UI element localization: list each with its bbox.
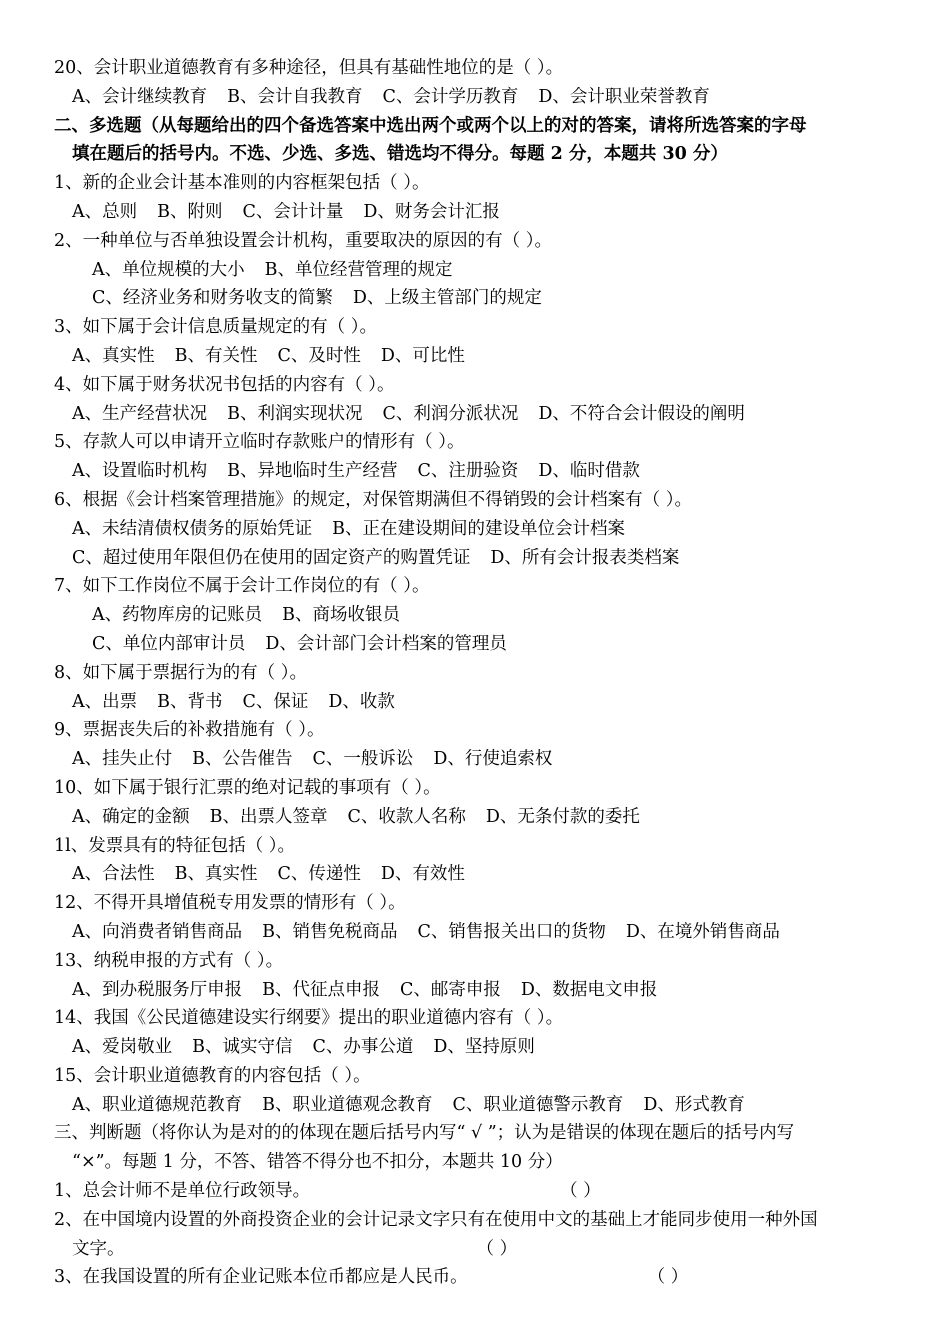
option: B、职业道德观念教育 (262, 1094, 433, 1115)
option: B、正在建设期间的建设单位会计档案 (332, 518, 625, 539)
option-row (54, 860, 910, 889)
section-heading-continued: “×”。每题 1 分，不答、错答不得分也不扣分，本题共 10 分） (72, 1152, 563, 1173)
question-stem: 12、不得开具增值税专用发票的情形有（ ）。 (54, 893, 406, 914)
option-row (54, 601, 910, 630)
option: B、真实性 (174, 864, 258, 885)
true-false-item (54, 1177, 910, 1206)
option: A、生产经营状况 (72, 403, 208, 424)
question-stem: 20、会计职业道德教育有多种途径，但具有基础性地位的是（ ）。 (54, 58, 564, 78)
option: B、利润实现状况 (227, 403, 363, 424)
option-row (54, 457, 910, 486)
option: C、保证 (242, 691, 309, 712)
section-heading: 二、多选题（从每题给出的四个备选答案中选出两个或两个以上的对的答案，请将所选答案的字母 (54, 115, 807, 136)
option: D、所有会计报表类档案 (490, 547, 680, 568)
question-stem: 5、存款人可以申请开立临时存款账户的情形有（ ）。 (54, 432, 465, 453)
option: D、在境外销售商品 (625, 921, 780, 942)
option: D、无条付款的委托 (485, 806, 640, 827)
option: B、出票人签章 (209, 806, 328, 827)
question-stem: 15、会计职业道德教育的内容包括（ ）。 (54, 1065, 371, 1086)
option: C、销售报关出口的货物 (417, 921, 606, 942)
option: A、总则 (72, 201, 138, 222)
option-row (54, 630, 910, 659)
option: A、药物库房的记账员 (92, 605, 263, 626)
true-false-item-continued (54, 1235, 910, 1264)
option: C、超过使用年限但仍在使用的固定资产的购置凭证 (72, 547, 471, 568)
option: A、出票 (72, 691, 138, 712)
option: A、到办税服务厅申报 (72, 979, 243, 1000)
question-stem: 6、根据《会计档案管理措施》的规定，对保管期满但不得销毁的会计档案有（ ）。 (54, 489, 692, 510)
option: D、数据电文申报 (520, 979, 658, 1000)
option-row (54, 198, 910, 227)
statement-text: 1、总会计师不是单位行政领导。 (54, 1181, 311, 1202)
true-false-item: 2、在中国境内设置的外商投资企业的会计记录文字只有在使用中文的基础上才能同步使用一种外国 (54, 1209, 818, 1230)
option: B、诚实守信 (192, 1037, 293, 1058)
option-row (54, 745, 910, 774)
option-row (54, 976, 910, 1005)
option-row (54, 400, 910, 429)
option-row (54, 83, 910, 112)
question-stem: 10、如下属于银行汇票的绝对记载的事项有（ ）。 (54, 777, 441, 798)
option: A、会计继续教育 (72, 86, 208, 107)
question-stem: 14、我国《公民道德建设实行纲要》提出的职业道德内容有（ ）。 (54, 1008, 564, 1029)
option: C、一般诉讼 (312, 749, 414, 770)
option: D、会计职业荣誉教育 (538, 86, 710, 107)
option: C、邮寄申报 (400, 979, 501, 1000)
question-stem: 1、新的企业会计基本准则的内容框架包括（ ）。 (54, 173, 430, 194)
option: B、附则 (157, 201, 223, 222)
option: A、爱岗敬业 (72, 1037, 173, 1058)
option: A、未结清债权债务的原始凭证 (72, 518, 313, 539)
option-row (54, 1091, 910, 1120)
option: D、收款 (328, 691, 395, 712)
option: D、财务会计汇报 (363, 201, 500, 222)
question-stem: 3、如下属于会计信息质量规定的有（ ）。 (54, 317, 377, 338)
option: D、上级主管部门的规定 (352, 288, 542, 309)
option-row (54, 342, 910, 371)
section-heading-continued: 填在题后的括号内。不选、少选、多选、错选均不得分。每题 2 分，本题共 30 分） (72, 144, 728, 165)
option: C、办事公道 (312, 1037, 414, 1058)
option: D、可比性 (380, 345, 465, 366)
option: C、单位内部审计员 (92, 633, 246, 654)
answer-parentheses: （ ） (476, 1238, 518, 1259)
question-stem: 4、如下属于财务状况书包括的内容有（ ）。 (54, 374, 395, 395)
option: C、经济业务和财务收支的简繁 (92, 288, 333, 309)
option: D、有效性 (380, 864, 465, 885)
option: B、背书 (157, 691, 223, 712)
option-row (54, 544, 910, 573)
question-stem: 1l、发票具有的特征包括（ ）。 (54, 835, 296, 856)
option: B、商场收银员 (282, 605, 401, 626)
option: B、异地临时生产经营 (227, 461, 398, 482)
option: C、会计学历教育 (382, 86, 519, 107)
option-row (54, 803, 910, 832)
option: C、利润分派状况 (382, 403, 519, 424)
question-stem: 7、如下工作岗位不属于会计工作岗位的有（ ）。 (54, 576, 430, 597)
question-stem: 9、票据丧失后的补救措施有（ ）。 (54, 720, 325, 741)
option: A、挂失止付 (72, 749, 173, 770)
option-row (54, 284, 910, 313)
option: D、行使追索权 (433, 749, 553, 770)
option: A、真实性 (72, 345, 155, 366)
option: D、形式教育 (643, 1094, 745, 1115)
option: C、会计计量 (242, 201, 344, 222)
option: B、单位经营管理的规定 (264, 259, 453, 280)
option: C、及时性 (277, 345, 361, 366)
option: A、合法性 (72, 864, 155, 885)
option-row (54, 1033, 910, 1062)
question-stem: 8、如下属于票据行为的有（ ）。 (54, 662, 307, 683)
option: A、职业道德规范教育 (72, 1094, 243, 1115)
option: D、坚持原则 (433, 1037, 535, 1058)
option: D、不符合会计假设的阐明 (538, 403, 745, 424)
option: D、会计部门会计档案的管理员 (265, 633, 507, 654)
true-false-item (54, 1263, 910, 1292)
option-row (54, 688, 910, 717)
statement-text: 3、在我国设置的所有企业记账本位币都应是人民币。 (54, 1267, 468, 1288)
option: A、向消费者销售商品 (72, 921, 243, 942)
option: C、传递性 (277, 864, 361, 885)
question-stem: 13、纳税申报的方式有（ ）。 (54, 950, 284, 971)
option: A、单位规模的大小 (92, 259, 245, 280)
option: C、职业道德警示教育 (452, 1094, 624, 1115)
option-row (54, 515, 910, 544)
option: C、注册验资 (417, 461, 519, 482)
statement-text: 文字。 (72, 1238, 125, 1259)
option: B、会计自我教育 (227, 86, 363, 107)
option-row (54, 918, 910, 947)
option-row (54, 256, 910, 285)
answer-parentheses: （ ） (560, 1181, 601, 1202)
option: D、临时借款 (538, 461, 640, 482)
answer-parentheses: （ ） (647, 1267, 689, 1288)
option: B、有关性 (174, 345, 258, 366)
section-heading: 三、判断题（将你认为是对的的体现在题后括号内写“ √ ”；认为是错误的体现在题后的括号内写 (54, 1123, 795, 1144)
option: A、设置临时机构 (72, 461, 208, 482)
option: A、确定的金额 (72, 806, 190, 827)
option: B、公告催告 (192, 749, 293, 770)
option: B、代征点申报 (262, 979, 381, 1000)
question-stem: 2、一种单位与否单独设置会计机构，重要取决的原因的有（ ）。 (54, 230, 552, 251)
option: C、收款人名称 (347, 806, 466, 827)
option: B、销售免税商品 (262, 921, 398, 942)
